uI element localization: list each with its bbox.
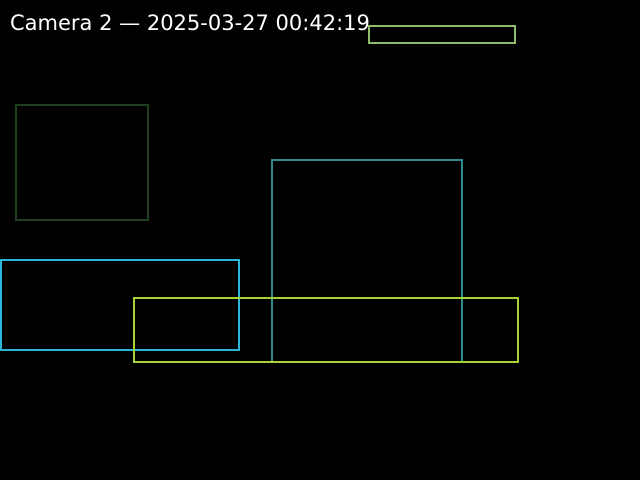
camera-timestamp: 2025-03-27 00:42:19 [146,11,370,35]
camera-label: Camera 2 [10,11,113,35]
overlay-separator: — [119,11,141,35]
camera-overlay-text [10,8,370,38]
detection-box [368,25,516,44]
detection-box [15,104,149,221]
detection-box [133,297,519,363]
